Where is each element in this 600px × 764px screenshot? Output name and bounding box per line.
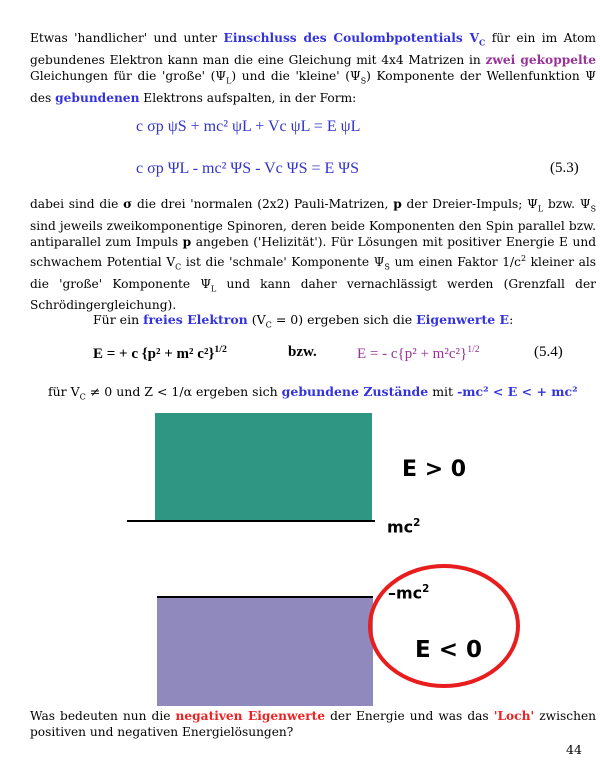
equation-2: c σp ΨL - mc² ΨS - Vc ΨS = E ΨS bbox=[136, 160, 359, 177]
text: Etwas 'handlicher' und unter bbox=[30, 31, 224, 45]
text: ) Komponente der Wellenfunktion Ψ des bbox=[30, 69, 596, 106]
positive-energy-label: E > 0 bbox=[402, 457, 467, 482]
explanation-paragraph: dabei sind die σ die drei 'normalen (2x2) Pauli-Matrizen, p der Dreier-Impuls; $\Psi_L$ bzw. $\Psi_S$ sind jeweils zweikomponentige Spinoren, deren beide Komponenten den Spin parallel bzw. antiparallel zum Impuls p angeben ('Helizität'). Für Lösungen mit positiver Energie E und schwachem Potential $V_C$ ist die 'schmale' Komponente $\Psi_S$ um einen Faktor $1/c^2$ kleiner als die 'große' Komponente $\Psi_L$ und kann daher vernachlässigt werden (Grenzfall der Schrödingergleichung). bbox=[30, 197, 597, 313]
equation-1: c σp ψS + mc² ψL + Vc ψL = E ψL bbox=[136, 118, 361, 135]
bound-states-line: für $V_C \ne 0$ und Z < 1/α ergeben sich gebundene Zustände mit -mc² < E < + mc² bbox=[48, 384, 578, 402]
positive-energy-continuum bbox=[155, 413, 372, 520]
equation-number-5-4: (5.4) bbox=[534, 344, 563, 360]
highlight-circle bbox=[366, 562, 522, 690]
free-electron-line: Für ein freies Elektron $(V_C = 0)$ ergeben sich die Eigenwerte E: bbox=[93, 312, 514, 330]
text: Gleichungen für die 'große' (Ψ bbox=[30, 69, 227, 84]
mc2-level-line bbox=[127, 520, 375, 522]
highlight-loch: 'Loch' bbox=[493, 709, 535, 723]
highlight-negative-eigenwerte: negativen Eigenwerte bbox=[175, 709, 326, 723]
highlight-coulomb: Einschluss des Coulombpotentials $V_C$ bbox=[223, 31, 486, 48]
highlight-gekoppelte: zwei gekoppelte bbox=[485, 52, 597, 67]
page-number: 44 bbox=[566, 742, 582, 757]
negative-mc2-level-line bbox=[157, 596, 373, 598]
text: Elektrons aufspalten, in der Form: bbox=[139, 91, 357, 106]
equation-negative-energy: E = - $c\{p^2 + m^2c^2\}^{1/2}$ bbox=[357, 344, 480, 362]
negative-energy-label: E < 0 bbox=[415, 637, 483, 663]
equation-number-5-3: (5.3) bbox=[550, 160, 579, 176]
highlight-eigenwerte: Eigenwerte E bbox=[416, 312, 510, 327]
intro-paragraph: Etwas 'handlicher' und unter Einschluss des Coulombpotentials $V_C$ für ein im Atom gebundenes Elektron kann man die eine Gleichung mit 4x4 Matrizen in zwei gekoppelte Gleichungen für die 'große' $(\Psi_L)$ und die 'kleine' $(\Psi_S)$ Komponente der Wellenfunktion Ψ des gebundenen Elektrons aufspalten, in der Form: bbox=[30, 31, 597, 106]
highlight-gebundene-zustaende: gebundene Zustände bbox=[281, 384, 429, 399]
text: ) und die 'kleine' (Ψ bbox=[231, 69, 361, 84]
highlight-freies-elektron: freies Elektron bbox=[143, 312, 248, 327]
question-paragraph: Was bedeuten nun die negativen Eigenwerte der Energie und was das 'Loch' zwischen positiven und negativen Energielösungen? bbox=[30, 709, 597, 740]
equation-positive-energy: E = + c {p² + m² c²}$^{1/2}$ bbox=[93, 344, 227, 362]
negative-mc2-label: $-mc^2$ bbox=[388, 583, 430, 603]
mc2-label: $mc^2$ bbox=[387, 517, 421, 537]
highlight-energy-range: -mc² < E < + mc² bbox=[457, 384, 578, 399]
text: für ein im Atom gebundenes Elektron kann man die eine Gleichung mit 4x4 Matrizen in bbox=[30, 31, 596, 67]
highlight-gebundenen: gebundenen bbox=[55, 91, 140, 106]
negative-energy-continuum bbox=[157, 596, 373, 706]
equation-bzw: bzw. bbox=[288, 344, 317, 360]
